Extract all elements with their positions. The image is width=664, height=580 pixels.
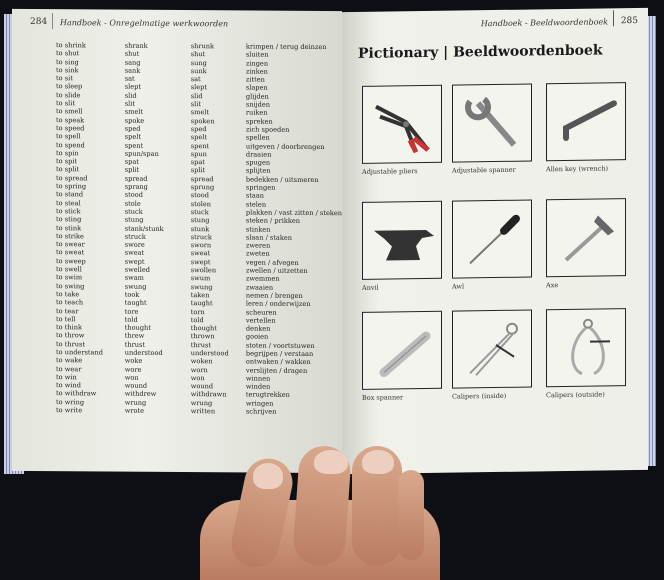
past-participle: sat	[190, 75, 201, 84]
infinitive: to shut	[56, 49, 80, 58]
dutch-translation: verslijten / dragen	[245, 366, 308, 375]
page-title: Pictionary | Beeldwoordenboek	[358, 42, 603, 62]
pictionary-label: Anvil	[362, 283, 379, 292]
infinitive: to wind	[56, 381, 81, 390]
right-page	[342, 8, 648, 474]
past-participle: struck	[190, 232, 212, 242]
past-participle: stung	[190, 216, 210, 225]
past-participle: understood	[190, 349, 229, 358]
past-participle: slid	[190, 91, 203, 100]
pictionary-label: Adjustable spanner	[452, 165, 516, 175]
past-simple: shut	[124, 49, 140, 59]
infinitive: to sink	[56, 66, 79, 75]
past-simple: split	[124, 166, 140, 175]
dutch-translation: begrijpen / verstaan	[245, 349, 314, 358]
past-simple: withdrew	[124, 390, 157, 399]
past-simple: spent	[124, 141, 144, 150]
past-simple: stole	[124, 199, 141, 208]
past-participle: smelt	[190, 108, 210, 117]
infinitive: to sweat	[56, 248, 85, 257]
pictionary-item	[546, 198, 642, 289]
dutch-translation: gooien	[245, 332, 269, 342]
pictionary-item	[452, 309, 548, 400]
past-participle: spun	[190, 149, 207, 159]
past-participle: swollen	[190, 266, 217, 275]
past-participle: sped	[190, 125, 207, 134]
infinitive: to wear	[56, 364, 82, 373]
picture-frame	[452, 309, 532, 388]
past-participle: wrung	[190, 398, 213, 408]
picture-frame	[546, 198, 626, 277]
pictionary-label: Box spanner	[362, 393, 404, 402]
allen-key-icon	[550, 85, 622, 158]
dutch-translation: zinken	[245, 67, 268, 76]
dutch-translation: spreken	[245, 117, 273, 126]
dutch-translation: zich spoeden	[245, 125, 290, 134]
past-simple: thrust	[124, 340, 146, 349]
infinitive: to sleep	[56, 82, 83, 91]
past-participle: slit	[190, 100, 201, 109]
past-simple: slit	[124, 99, 135, 108]
past-simple: swam	[124, 273, 144, 283]
past-simple: slid	[124, 91, 137, 100]
past-simple: wore	[124, 365, 142, 374]
dutch-translation: zwemmen	[245, 274, 280, 284]
infinitive: to slide	[56, 90, 81, 100]
pictionary-label: Awl	[452, 282, 465, 291]
past-simple: spun/span	[124, 149, 159, 158]
past-simple: woke	[124, 356, 143, 366]
infinitive: to spell	[56, 132, 81, 141]
past-participle: slept	[190, 83, 207, 92]
infinitive: to write	[56, 406, 83, 415]
past-participle: thrown	[190, 332, 215, 341]
past-participle: wound	[190, 382, 214, 391]
past-participle: stolen	[190, 199, 211, 208]
past-simple: swung	[124, 282, 147, 291]
pictionary-item	[362, 201, 458, 292]
dutch-translation: splijten	[245, 166, 271, 176]
past-participle: sung	[190, 58, 207, 67]
past-simple: sped	[124, 124, 141, 133]
past-participle: torn	[190, 307, 205, 316]
infinitive: to spread	[56, 173, 88, 183]
dutch-translation: spellen	[245, 133, 270, 142]
dutch-translation: vegen / afvegen	[245, 258, 299, 267]
past-simple: understood	[124, 348, 163, 357]
outside-calipers-icon	[550, 311, 622, 384]
dutch-translation: denken	[245, 324, 271, 333]
past-simple: tore	[124, 307, 139, 316]
infinitive: to wake	[56, 356, 83, 365]
past-participle: taken	[190, 291, 210, 300]
dutch-translation: nemen / brengen	[245, 291, 303, 300]
awl-icon	[456, 203, 528, 276]
infinitive: to sit	[56, 74, 73, 83]
pictionary-item	[452, 199, 548, 290]
dutch-translation: zweren	[245, 241, 271, 250]
dutch-translation: terugtrekken	[245, 390, 290, 400]
past-simple: sat	[124, 74, 135, 83]
pictionary-item	[362, 85, 458, 176]
infinitive: to think	[56, 323, 82, 332]
infinitive: to sting	[56, 215, 82, 224]
pictionary-label: Allen key (wrench)	[546, 164, 609, 174]
past-participle: sunk	[190, 66, 207, 76]
box-spanner-icon	[366, 314, 438, 387]
dutch-translation: schrijven	[245, 407, 277, 416]
past-participle: withdrawn	[190, 390, 227, 399]
infinitive: to sweep	[56, 256, 86, 266]
past-participle: won	[190, 373, 205, 383]
pictionary-item	[546, 82, 642, 173]
dutch-translation: stelen	[245, 200, 267, 209]
dutch-translation: scheuren	[245, 307, 277, 317]
infinitive: to sing	[56, 57, 79, 66]
pictionary-label: Calipers (inside)	[452, 391, 507, 401]
past-simple: wrote	[124, 406, 145, 415]
dutch-translation: wringen	[245, 399, 274, 408]
dutch-translation: ontwaken / wakken	[245, 357, 311, 367]
infinitive: to strike	[56, 231, 84, 241]
dutch-translation: winnen	[245, 374, 271, 383]
infinitive: to swell	[56, 265, 82, 274]
pictionary-item	[546, 308, 642, 399]
past-participle: sweat	[190, 249, 211, 258]
picture-frame	[362, 311, 442, 390]
dutch-translation: ruiken	[245, 108, 268, 118]
infinitive: to spit	[56, 157, 78, 166]
infinitive: to stink	[56, 223, 82, 232]
past-participle: stunk	[190, 224, 210, 233]
page-number: 285	[620, 16, 638, 27]
infinitive: to slit	[56, 99, 75, 108]
infinitive: to take	[56, 290, 80, 299]
page-number: 284	[30, 16, 48, 28]
past-simple: swore	[124, 240, 145, 249]
past-simple: spoke	[124, 116, 145, 125]
past-simple: struck	[124, 232, 146, 241]
inside-calipers-icon	[456, 313, 528, 386]
past-simple: threw	[124, 332, 145, 341]
pictionary-label: Axe	[546, 281, 559, 290]
dutch-translation: zwaaien	[245, 283, 274, 292]
pliers-icon	[366, 88, 438, 161]
dutch-translation: bedekken / uitsmeren	[245, 175, 319, 184]
past-simple: told	[124, 315, 138, 324]
dutch-translation: vertellen	[245, 316, 276, 325]
past-simple: won	[124, 373, 139, 382]
past-simple: taught	[124, 298, 147, 307]
past-simple: slept	[124, 83, 141, 92]
past-participle: spat	[190, 158, 205, 167]
infinitive: to spring	[56, 182, 87, 191]
past-participle: sprung	[190, 183, 215, 192]
dutch-translation: sluiten	[245, 50, 269, 59]
past-participle: written	[190, 407, 216, 416]
dutch-translation: staan	[245, 191, 265, 200]
dutch-translation: zweten	[245, 249, 270, 259]
past-simple: stung	[124, 215, 144, 225]
divider	[613, 10, 614, 26]
dutch-translation: leren / onderwijzen	[245, 299, 311, 309]
infinitive: to spin	[56, 149, 79, 158]
dutch-translation: spugen	[245, 158, 271, 167]
past-simple: spread	[124, 174, 148, 183]
running-head: Handboek - Onregelmatige werkwoorden	[60, 18, 229, 29]
infinitive: to steal	[56, 198, 81, 207]
infinitive: to shrink	[56, 41, 86, 50]
past-simple: wound	[124, 381, 148, 390]
infinitive: to swear	[56, 240, 85, 249]
past-simple: took	[124, 290, 140, 299]
past-simple: sang	[124, 58, 141, 67]
axe-icon	[550, 201, 622, 274]
past-participle: stood	[190, 191, 209, 200]
picture-frame	[452, 83, 532, 162]
infinitive: to swim	[56, 273, 83, 282]
past-participle: thought	[190, 324, 217, 333]
dutch-translation: steken / prikken	[245, 216, 300, 226]
dutch-translation: snijden	[245, 100, 271, 109]
pictionary-label: Adjustable pliers	[362, 167, 418, 176]
anvil-icon	[366, 204, 438, 277]
dutch-translation: uitgeven / doorbrengen	[245, 142, 325, 151]
past-participle: shut	[190, 50, 206, 59]
dutch-translation: winden	[245, 382, 271, 391]
infinitive: to teach	[56, 298, 84, 307]
past-simple: shrank	[124, 41, 148, 50]
dutch-translation: draaien	[245, 150, 272, 159]
past-simple: stank/stunk	[124, 224, 164, 233]
picture-frame	[362, 85, 442, 164]
past-simple: thought	[124, 323, 151, 332]
pictionary-item	[452, 83, 548, 174]
past-participle: swept	[190, 257, 211, 266]
past-simple: spelt	[124, 132, 141, 142]
past-participle: swum	[190, 274, 211, 283]
past-participle: swung	[190, 282, 213, 291]
dutch-translation: zitten	[245, 75, 265, 84]
infinitive: to tell	[56, 314, 76, 324]
past-participle: worn	[190, 365, 208, 374]
past-simple: sprang	[124, 182, 148, 191]
infinitive: to throw	[56, 331, 85, 340]
dutch-translation: slaan / staken	[245, 233, 292, 242]
infinitive: to understand	[56, 348, 103, 357]
past-participle: taught	[190, 299, 213, 308]
pictionary-item	[362, 311, 458, 402]
past-participle: spent	[190, 141, 210, 150]
dutch-translation: stoten / voortstuwen	[245, 341, 315, 350]
past-participle: spoken	[190, 116, 215, 125]
infinitive: to win	[56, 373, 77, 382]
infinitive: to tear	[56, 306, 79, 315]
picture-frame	[546, 308, 626, 387]
past-participle: woken	[190, 357, 213, 366]
infinitive: to speed	[56, 124, 85, 133]
infinitive: to smell	[56, 107, 83, 116]
dutch-translation: glijden	[245, 92, 269, 101]
past-simple: swelled	[124, 265, 150, 274]
running-head: Handboek - Beeldwoordenboek	[480, 17, 608, 29]
past-participle: sworn	[190, 241, 212, 250]
past-simple: stood	[124, 190, 143, 200]
past-simple: spat	[124, 157, 139, 166]
past-simple: swept	[124, 257, 145, 266]
past-participle: spelt	[190, 133, 207, 142]
infinitive: to thrust	[56, 339, 86, 349]
table-row	[56, 406, 342, 416]
dutch-translation: zwellen / uitzetten	[245, 266, 308, 275]
past-participle: told	[190, 315, 204, 324]
infinitive: to swing	[56, 281, 85, 290]
dutch-translation: stinken	[245, 225, 271, 234]
past-participle: stuck	[190, 208, 209, 217]
dutch-translation: plakken / vast zitten / steken	[245, 208, 342, 218]
infinitive: to split	[56, 165, 80, 174]
picture-frame	[362, 201, 442, 280]
picture-frame	[452, 199, 532, 278]
dutch-translation: krimpen / terug deinzen	[245, 42, 327, 52]
infinitive: to wring	[56, 397, 85, 407]
dutch-translation: springen	[245, 183, 276, 192]
past-participle: split	[190, 166, 206, 175]
infinitive: to stick	[56, 207, 81, 216]
left-page	[12, 9, 342, 473]
infinitive: to speak	[56, 115, 85, 125]
infinitive: to spend	[56, 140, 85, 149]
past-simple: sweat	[124, 249, 145, 258]
past-participle: thrust	[190, 340, 212, 349]
past-participle: shrunk	[190, 42, 214, 51]
past-simple: wrung	[124, 398, 147, 407]
pictionary-label: Calipers (outside)	[546, 390, 605, 400]
past-participle: spread	[190, 174, 214, 184]
divider	[52, 13, 53, 29]
past-simple: smelt	[124, 108, 144, 117]
dutch-translation: zingen	[245, 59, 269, 68]
past-simple: stuck	[124, 207, 143, 216]
infinitive: to stand	[56, 190, 84, 199]
picture-frame	[546, 82, 626, 161]
infinitive: to withdraw	[56, 389, 97, 398]
wrench-icon	[456, 87, 528, 160]
past-simple: sank	[124, 66, 141, 75]
dutch-translation: slapen	[245, 83, 268, 93]
irregular-verbs-table	[56, 41, 342, 416]
